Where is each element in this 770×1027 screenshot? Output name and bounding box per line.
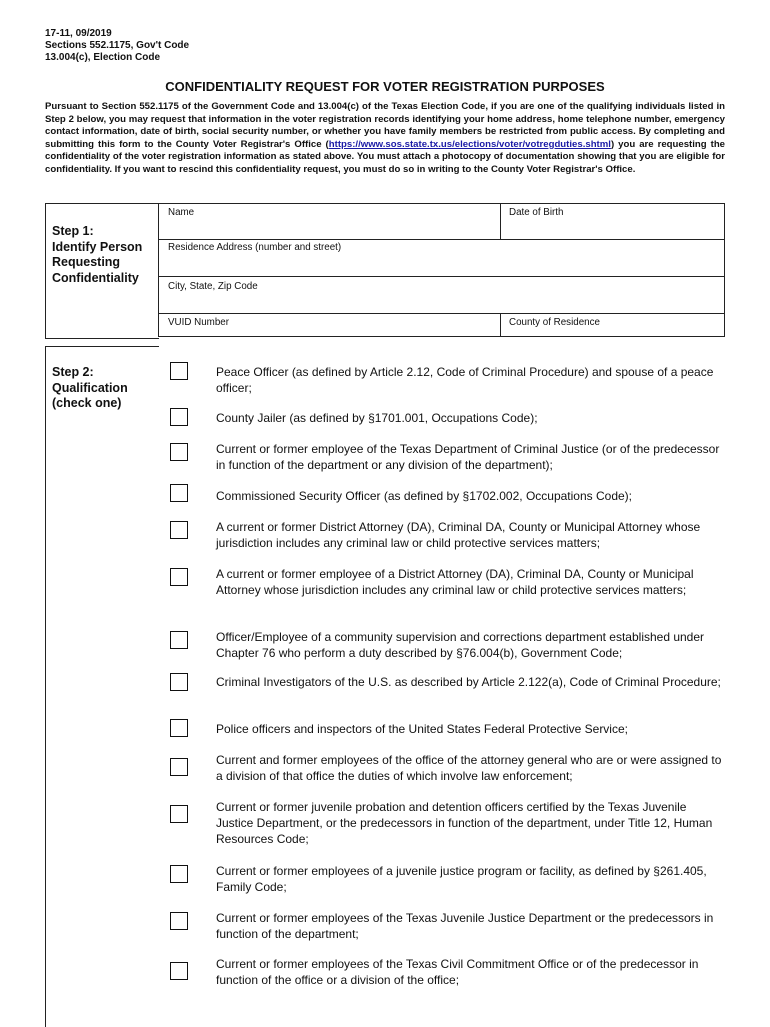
option-checkbox[interactable] [170, 484, 188, 502]
name-field[interactable]: Name [168, 207, 195, 218]
step1-title-1: Identify Person [52, 239, 143, 254]
vuid-field[interactable]: VUID Number [168, 317, 229, 328]
sos-link[interactable]: https://www.sos.state.tx.us/elections/voter/votregduties.shtml [328, 138, 611, 150]
option-text: Criminal Investigators of the U.S. as described by Article 2.122(a), Code of Criminal Procedure; [216, 675, 721, 689]
dob-field[interactable]: Date of Birth [509, 207, 564, 218]
identity-fields [158, 203, 725, 337]
option-text: Current or former employees of a juvenile justice program or facility, as defined by §261.405, Family Code; [216, 864, 707, 894]
option-checkbox[interactable] [170, 673, 188, 691]
option-checkbox[interactable] [170, 568, 188, 586]
intro-paragraph [45, 101, 725, 177]
option-text: County Jailer (as defined by §1701.001, Occupations Code); [216, 411, 538, 425]
step1-title-3: Confidentiality [52, 270, 139, 285]
city-state-zip-field[interactable]: City, State, Zip Code [168, 281, 258, 292]
option-text: Police officers and inspectors of the United States Federal Protective Service; [216, 722, 628, 736]
option-text: Current or former employee of the Texas Department of Criminal Justice (or of the predecessor in function of the department or any division of the department); [216, 442, 720, 472]
option-checkbox[interactable] [170, 719, 188, 737]
step1-number: Step 1: [52, 224, 94, 238]
step2-instruction: (check one) [52, 396, 122, 410]
section-code: Sections 552.1175, Gov't Code [45, 40, 190, 51]
address-field[interactable]: Residence Address (number and street) [168, 242, 342, 253]
option-checkbox[interactable] [170, 408, 188, 426]
option-checkbox[interactable] [170, 962, 188, 980]
election-code: 13.004(c), Election Code [45, 52, 161, 63]
option-checkbox[interactable] [170, 521, 188, 539]
option-checkbox[interactable] [170, 443, 188, 461]
form-number: 17-11, 09/2019 [45, 28, 112, 39]
option-text: A current or former employee of a District Attorney (DA), Criminal DA, County or Municipal Attorney whose jurisdiction includes any criminal law or child protective services matters; [216, 567, 694, 597]
step1-title-2: Requesting [52, 255, 121, 269]
option-checkbox[interactable] [170, 758, 188, 776]
intro-text-after: ) you are requesting the confidentiality of the voter registration information as stated above. You must attach a photocopy of documentation showing that you are eligible for confidentiality. If you want to rescind this confidentiality request, you must do so in writing to the County Voter Registrar's Office. [45, 138, 726, 175]
step2-title: Qualification [52, 380, 128, 395]
step1-label [52, 224, 142, 286]
option-checkbox[interactable] [170, 912, 188, 930]
step2-number: Step 2: [52, 365, 94, 379]
option-checkbox[interactable] [170, 631, 188, 649]
option-checkbox[interactable] [170, 865, 188, 883]
county-field[interactable]: County of Residence [509, 317, 600, 328]
option-text: A current or former District Attorney (DA), Criminal DA, County or Municipal Attorney whose jurisdiction includes any criminal law or child protective services matters; [216, 520, 701, 550]
form-meta [45, 28, 189, 64]
step2-label [52, 365, 128, 412]
option-text: Current or former employees of the Texas Civil Commitment Office or of the predecessor in function of the office or a division of the office; [216, 957, 699, 987]
option-text: Officer/Employee of a community supervision and corrections department established under Chapter 76 who perform a duty described by §76.004(b), Government Code; [216, 630, 705, 660]
form-title: CONFIDENTIALITY REQUEST FOR VOTER REGISTRATION PURPOSES [165, 79, 605, 94]
option-text: Current and former employees of the office of the attorney general who are or were assigned to a division of that office the duties of which involve law enforcement; [216, 753, 722, 783]
option-text: Current or former juvenile probation and detention officers certified by the Texas Juvenile Justice Department, or the predecessors in function of the department, under Title 12, Human Resources Code; [216, 800, 713, 846]
option-text: Peace Officer (as defined by Article 2.12, Code of Criminal Procedure) and spouse of a peace officer; [216, 365, 714, 395]
option-checkbox[interactable] [170, 805, 188, 823]
option-checkbox[interactable] [170, 362, 188, 380]
option-text: Current or former employees of the Texas Juvenile Justice Department or the predecessors in function of the department; [216, 911, 714, 941]
step2-box [45, 346, 159, 1027]
option-text: Commissioned Security Officer (as defined by §1702.002, Occupations Code); [216, 489, 632, 503]
intro-text-before: Pursuant to Section 552.1175 of the Government Code and 13.004(c) of the Texas Election Code, if you are one of the qualifying individuals listed in Step 2 below, you may request that information in the voter registration records identifying your home address, home telephone number, emergency contact information, date of birth, social security number, or whether you have family members be restricted from public access. By completing and submitting this form to the County Voter Registrar's Office ( [45, 101, 725, 150]
